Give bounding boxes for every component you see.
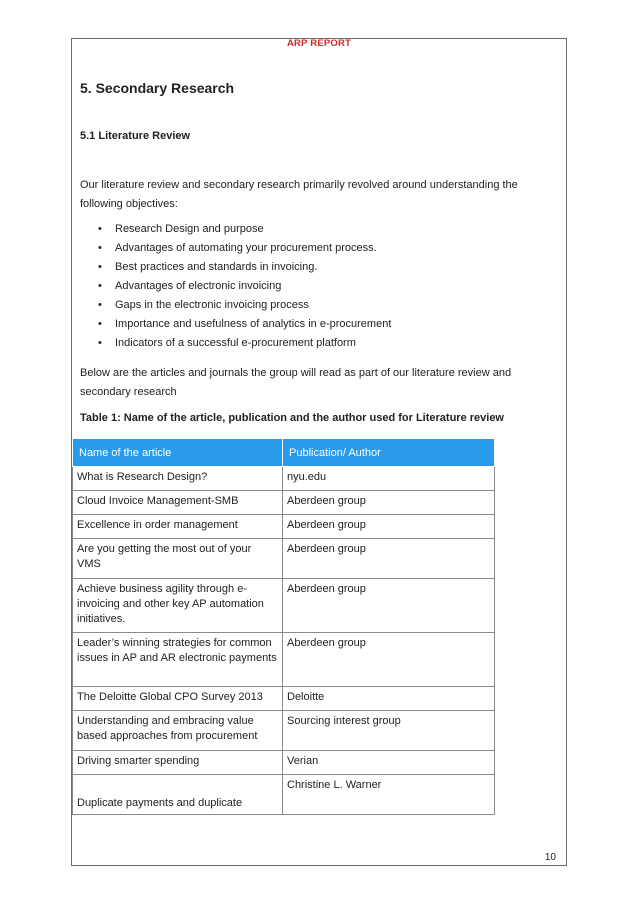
- list-item-text: Advantages of automating your procurement process.: [115, 242, 377, 254]
- bullet-icon: •: [98, 280, 102, 292]
- bullet-icon: •: [98, 261, 102, 273]
- report-header: ARP REPORT: [286, 38, 352, 49]
- article-cell: Leader’s winning strategies for common issues in AP and AR electronic payments: [73, 633, 283, 687]
- list-item-text: Gaps in the electronic invoicing process: [115, 299, 309, 311]
- publication-cell: Aberdeen group: [283, 515, 495, 539]
- table-row: [73, 539, 495, 579]
- column-header-article: Name of the article: [73, 439, 283, 467]
- article-cell: Driving smarter spending: [73, 751, 283, 775]
- bullet-icon: •: [98, 337, 102, 349]
- list-item-text: Advantages of electronic invoicing: [115, 280, 282, 292]
- table-row: [73, 515, 495, 539]
- list-item-text: Research Design and purpose: [115, 223, 264, 235]
- subsection-heading: 5.1 Literature Review: [80, 130, 191, 142]
- article-cell: Achieve business agility through e-invoicing and other key AP automation initiatives.: [73, 579, 283, 633]
- bullet-icon: •: [98, 299, 102, 311]
- article-cell: The Deloitte Global CPO Survey 2013: [73, 687, 283, 711]
- list-item: [98, 296, 391, 315]
- publication-cell: Aberdeen group: [283, 633, 495, 687]
- table-row: [73, 633, 495, 687]
- list-item-text: Indicators of a successful e-procurement platform: [115, 337, 356, 349]
- article-cell: Duplicate payments and duplicate: [73, 775, 283, 815]
- table-row: [73, 711, 495, 751]
- table-row: [73, 775, 495, 815]
- publication-cell: Aberdeen group: [283, 491, 495, 515]
- page-number: 10: [544, 852, 556, 863]
- table-row: [73, 687, 495, 711]
- table-row: [73, 751, 495, 775]
- article-cell: What is Research Design?: [73, 467, 283, 491]
- table-row: [73, 491, 495, 515]
- article-cell: Understanding and embracing value based approaches from procurement: [73, 711, 283, 751]
- list-item: [98, 239, 391, 258]
- section-heading: 5. Secondary Research: [80, 80, 235, 96]
- publication-cell: Verian: [283, 751, 495, 775]
- list-item: [98, 277, 391, 296]
- literature-table: [72, 438, 495, 815]
- list-item: [98, 334, 391, 353]
- bullet-icon: •: [98, 318, 102, 330]
- table-caption: Table 1: Name of the article, publication and the author used for Literature review: [80, 412, 504, 424]
- list-item: [98, 258, 391, 277]
- column-header-publication: Publication/ Author: [283, 439, 495, 467]
- publication-cell: Aberdeen group: [283, 539, 495, 579]
- publication-cell: Deloitte: [283, 687, 495, 711]
- table-header-row: [73, 439, 495, 467]
- article-cell: Excellence in order management: [73, 515, 283, 539]
- bullet-icon: •: [98, 223, 102, 235]
- list-item: [98, 315, 391, 334]
- list-item: [98, 220, 391, 239]
- publication-cell: Aberdeen group: [283, 579, 495, 633]
- list-item-text: Best practices and standards in invoicing.: [115, 261, 318, 273]
- after-list-paragraph: Below are the articles and journals the group will read as part of our literature review and secondary research: [80, 367, 512, 398]
- table-row: [73, 467, 495, 491]
- publication-cell: Christine L. Warner: [283, 775, 495, 815]
- publication-cell: Sourcing interest group: [283, 711, 495, 751]
- objectives-list: [98, 220, 391, 353]
- intro-paragraph: Our literature review and secondary research primarily revolved around understanding the following objectives:: [80, 179, 518, 210]
- article-cell: Cloud Invoice Management-SMB: [73, 491, 283, 515]
- publication-cell: nyu.edu: [283, 467, 495, 491]
- article-cell: Are you getting the most out of your VMS: [73, 539, 283, 579]
- bullet-icon: •: [98, 242, 102, 254]
- table-row: [73, 579, 495, 633]
- list-item-text: Importance and usefulness of analytics in e-procurement: [115, 318, 392, 330]
